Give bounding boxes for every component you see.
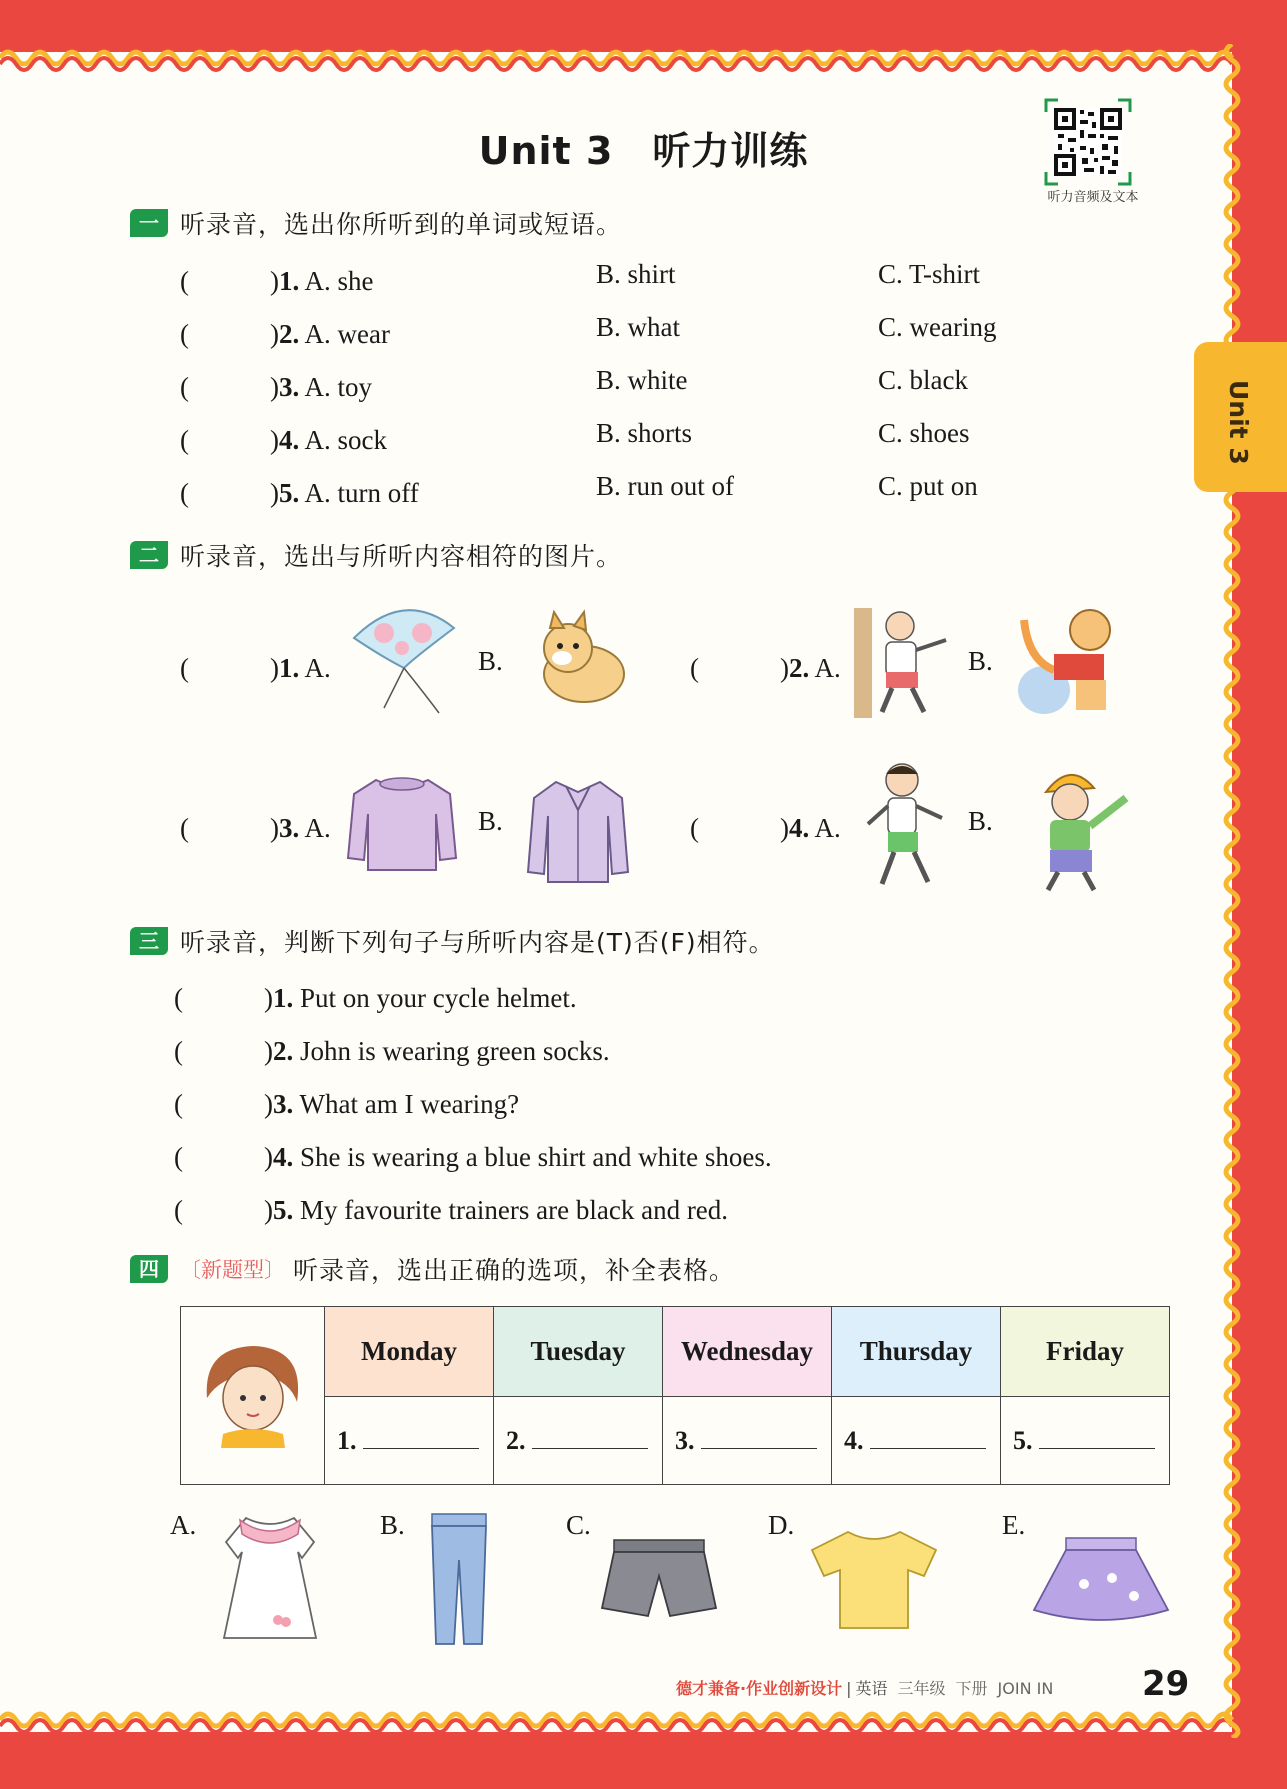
- answer-bracket[interactable]: ( ): [174, 1036, 273, 1066]
- section4-instruction: 听录音，选出正确的选项，补全表格。: [293, 1256, 736, 1285]
- bottom-wavy-border: [0, 1710, 1240, 1738]
- answer-bracket[interactable]: ( ): [180, 425, 279, 455]
- option-b: B. what: [596, 312, 680, 342]
- list-item: [180, 471, 419, 510]
- option-a: A. she: [304, 266, 374, 296]
- option-label-d: D.: [768, 1510, 795, 1540]
- list-item: [690, 646, 841, 685]
- option-b-label: B.: [968, 646, 993, 676]
- answer-bracket[interactable]: ( ): [174, 983, 273, 1013]
- page-title: Unit 3 听力训练: [478, 129, 809, 173]
- tshirt-picture[interactable]: [808, 1528, 940, 1632]
- question-number: 2.: [788, 653, 810, 683]
- option-c: C. shoes: [878, 418, 970, 448]
- statement-text: She is wearing a blue shirt and white shoes.: [299, 1142, 772, 1172]
- footer-grade: 三年级: [897, 1679, 946, 1698]
- list-item: [174, 1082, 519, 1121]
- section2-badge: 二: [130, 541, 168, 569]
- question-number: 1.: [278, 653, 300, 683]
- list-item: [180, 646, 331, 685]
- answer-cell[interactable]: [1001, 1397, 1170, 1485]
- answer-bracket[interactable]: ( ): [180, 319, 279, 349]
- running-boy-picture[interactable]: [858, 760, 954, 896]
- question-number: 4.: [788, 813, 810, 843]
- day-header-tuesday: Tuesday: [494, 1307, 663, 1397]
- dog-picture[interactable]: [528, 606, 632, 710]
- section4-heading: [130, 1252, 735, 1286]
- answer-cell[interactable]: [494, 1397, 663, 1485]
- question-number: 1.: [278, 266, 300, 296]
- answer-number: 5.: [1013, 1425, 1033, 1455]
- answer-bracket[interactable]: ( ): [180, 478, 279, 508]
- list-item: [180, 259, 374, 298]
- answer-number: 2.: [506, 1425, 526, 1455]
- shorts-picture[interactable]: [600, 1536, 718, 1622]
- question-number: 3.: [272, 1089, 294, 1119]
- footer-brand: 德才兼备·作业创新设计: [676, 1679, 843, 1698]
- option-a-label: A.: [814, 653, 841, 683]
- girl-avatar: [193, 1338, 313, 1448]
- question-number: 5.: [272, 1195, 294, 1225]
- list-item: [180, 418, 387, 457]
- option-a: A. toy: [304, 372, 372, 402]
- answer-blank[interactable]: [1039, 1443, 1155, 1449]
- answer-bracket[interactable]: ( ): [180, 653, 279, 683]
- statement-text: Put on your cycle helmet.: [299, 983, 577, 1013]
- answer-bracket[interactable]: ( ): [180, 266, 279, 296]
- question-number: 2.: [278, 319, 300, 349]
- new-type-tag: 〔新题型〕: [180, 1258, 285, 1282]
- option-b-label: B.: [968, 806, 993, 836]
- list-item: [174, 1188, 728, 1227]
- list-item: [690, 806, 841, 845]
- list-item: [180, 806, 331, 845]
- answer-bracket[interactable]: ( ): [174, 1089, 273, 1119]
- right-wavy-border: [1218, 44, 1248, 1738]
- answer-number: 3.: [675, 1425, 695, 1455]
- footer-edition: JOIN IN: [997, 1679, 1054, 1698]
- qr-code[interactable]: [1044, 98, 1132, 186]
- answer-bracket[interactable]: ( ): [690, 653, 789, 683]
- option-a-label: A.: [304, 813, 331, 843]
- sweater-picture[interactable]: [346, 774, 458, 878]
- footer-separator: |: [846, 1679, 852, 1698]
- answer-blank[interactable]: [870, 1443, 986, 1449]
- option-a-label: A.: [304, 653, 331, 683]
- top-wavy-border: [0, 44, 1240, 72]
- question-number: 4.: [272, 1142, 294, 1172]
- shirt-picture[interactable]: [526, 776, 630, 886]
- list-item: [174, 1135, 772, 1174]
- option-a: A. wear: [304, 319, 390, 349]
- section4-badge: 四: [130, 1255, 168, 1283]
- option-b: B. white: [596, 365, 688, 395]
- answer-bracket[interactable]: ( ): [174, 1142, 273, 1172]
- page-number: 29: [1142, 1664, 1190, 1704]
- option-a: A. turn off: [304, 478, 419, 508]
- option-c: C. put on: [878, 471, 978, 501]
- clothing-schedule-table: [180, 1306, 1170, 1485]
- list-item: [174, 976, 577, 1015]
- option-c: C. T-shirt: [878, 259, 981, 289]
- answer-cell[interactable]: [832, 1397, 1001, 1485]
- statement-text: My favourite trainers are black and red.: [299, 1195, 729, 1225]
- day-header-wednesday: Wednesday: [663, 1307, 832, 1397]
- question-number: 4.: [278, 425, 300, 455]
- helmet-boy-picture[interactable]: [1010, 756, 1146, 896]
- question-number: 1.: [272, 983, 294, 1013]
- qr-caption: 听力音频及文本: [1047, 190, 1139, 205]
- footer-subject: 英语: [855, 1679, 888, 1698]
- section1-heading: [130, 206, 622, 240]
- question-number: 5.: [278, 478, 300, 508]
- answer-cell[interactable]: [663, 1397, 832, 1485]
- answer-blank[interactable]: [532, 1443, 648, 1449]
- option-label-c: C.: [566, 1510, 591, 1540]
- answer-bracket[interactable]: ( ): [180, 372, 279, 402]
- answer-blank[interactable]: [363, 1443, 479, 1449]
- unit-tab-label: Unit 3: [1224, 380, 1253, 465]
- statement-text: What am I wearing?: [299, 1089, 520, 1119]
- list-item: [180, 365, 372, 404]
- section3-badge: 三: [130, 927, 168, 955]
- day-header-monday: Monday: [325, 1307, 494, 1397]
- option-b: B. shirt: [596, 259, 676, 289]
- unit-side-tab[interactable]: [1194, 342, 1287, 492]
- footer-bar: [676, 1676, 1053, 1699]
- statement-text: John is wearing green socks.: [299, 1036, 610, 1066]
- question-number: 3.: [278, 813, 300, 843]
- option-b: B. run out of: [596, 471, 734, 501]
- question-number: 2.: [272, 1036, 294, 1066]
- section2-heading: [130, 538, 622, 572]
- answer-bracket[interactable]: ( ): [174, 1195, 273, 1225]
- answer-number: 4.: [844, 1425, 864, 1455]
- question-number: 3.: [278, 372, 300, 402]
- girl-portrait-cell: [181, 1307, 325, 1485]
- answer-bracket[interactable]: ( ): [180, 813, 279, 843]
- kite-picture[interactable]: [344, 598, 464, 718]
- answer-cell[interactable]: [325, 1397, 494, 1485]
- option-c: C. wearing: [878, 312, 997, 342]
- section2-instruction: 听录音，选出与所听内容相符的图片。: [180, 542, 623, 571]
- option-a-label: A.: [814, 813, 841, 843]
- tiger-picture[interactable]: [1014, 600, 1134, 720]
- boy-door-picture[interactable]: [852, 604, 962, 724]
- dress-picture[interactable]: [216, 1512, 324, 1646]
- day-header-thursday: Thursday: [832, 1307, 1001, 1397]
- answer-bracket[interactable]: ( ): [690, 813, 789, 843]
- answer-number: 1.: [337, 1425, 357, 1455]
- section3-heading: [130, 924, 775, 958]
- option-a: A. sock: [304, 425, 387, 455]
- section1-instruction: 听录音，选出你所听到的单词或短语。: [180, 210, 623, 239]
- jeans-picture[interactable]: [424, 1510, 494, 1650]
- answer-blank[interactable]: [701, 1443, 817, 1449]
- option-b-label: B.: [478, 646, 503, 676]
- list-item: [180, 312, 390, 351]
- list-item: [174, 1029, 610, 1068]
- section3-instruction: 听录音，判断下列句子与所听内容是(T)否(F)相符。: [180, 928, 775, 957]
- option-c: C. black: [878, 365, 968, 395]
- section1-badge: 一: [130, 209, 168, 237]
- option-label-b: B.: [380, 1510, 405, 1540]
- option-b-label: B.: [478, 806, 503, 836]
- skirt-picture[interactable]: [1030, 1534, 1172, 1626]
- day-header-friday: Friday: [1001, 1307, 1170, 1397]
- footer-term: 下册: [955, 1679, 988, 1698]
- option-label-a: A.: [170, 1510, 197, 1540]
- option-label-e: E.: [1002, 1510, 1026, 1540]
- option-b: B. shorts: [596, 418, 693, 448]
